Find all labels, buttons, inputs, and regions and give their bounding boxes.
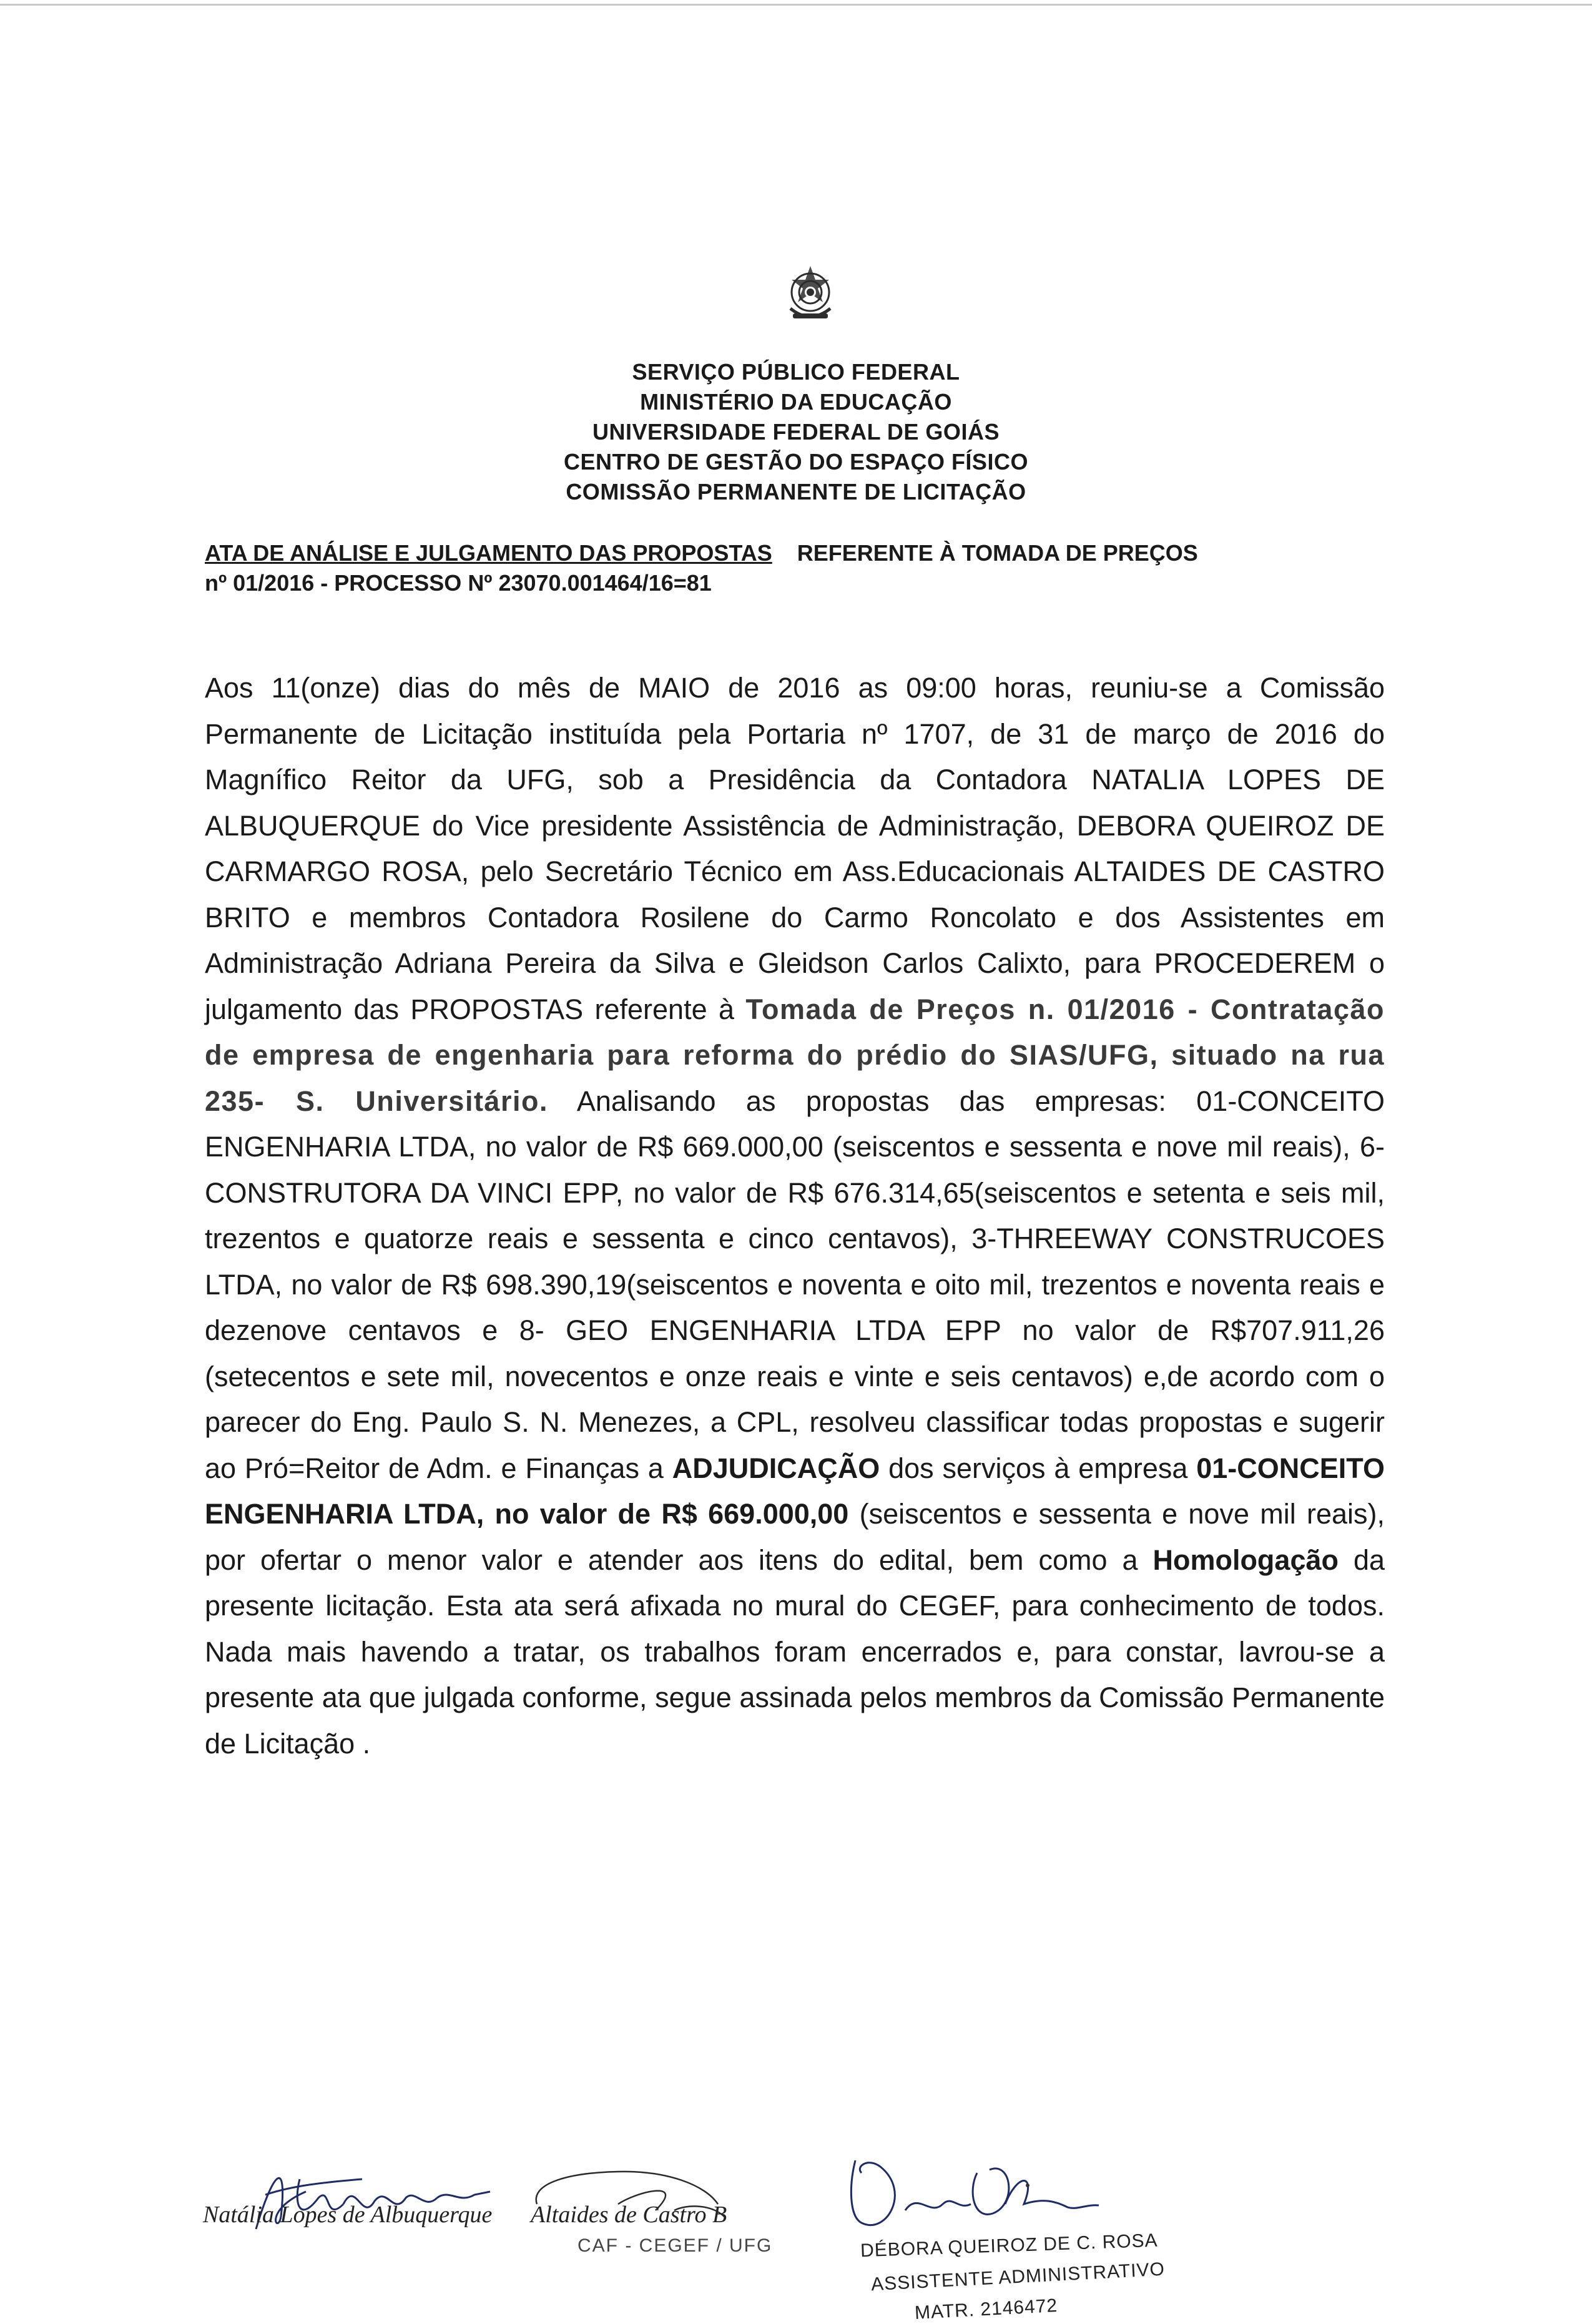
body-paragraph: da presente licitação. Esta ata será afixada no mural do CEGEF, para conhecimento de todos. Nada mais havendo a tratar, os trabalhos foram encerrados e, para constar, lavrou-se a presente ata que julgada conforme, segue assinada pelos membros da Comissão Permanente de Licitação . [205, 1544, 1385, 1760]
page-top-edge [0, 4, 1592, 6]
body-paragraph: dos serviços à empresa [880, 1452, 1197, 1484]
brasao-republica-icon [779, 262, 842, 331]
header-line: MINISTÉRIO DA EDUCAÇÃO [640, 389, 952, 415]
winning-bid: 01-CONCEITO ENGENHARIA LTDA, no valor de R$ 669.000,00 [205, 1452, 1385, 1530]
signature-subtitle: CAF - CEGEF / UFG [577, 2235, 773, 2256]
body-paragraph: Analisando as propostas das empresas: 01-CONCEITO ENGENHARIA LTDA, no valor de R$ 669.000,00 (seiscentos e sessenta e nove mil reais), 6- CONSTRUTORA DA VINCI EPP, no valor de R$ 676.314,65(seiscentos e setenta e seis mil, trezentos e quatorze reais e sessenta e cinco centavos), 3-THREEWAY CONSTRUCOES LTDA, no valor de R$ 698.390,19(seiscentos e noventa e oito mil, trezentos e noventa reais e dezenove centavos e 8- GEO ENGENHARIA LTDA EPP no valor de R$707.911,26 (setecentos e sete mil, novecentos e onze reais e vinte e seis centavos) e,de acordo com o parecer do Eng. Paulo S. N. Menezes, a CPL, resolveu classificar todas propostas e sugerir ao Pró=Reitor de Adm. e Finanças a [205, 1085, 1385, 1484]
title-rest: REFERENTE À TOMADA DE PREÇOS [797, 540, 1198, 566]
header-line: COMISSÃO PERMANENTE DE LICITAÇÃO [566, 479, 1026, 505]
body-paragraph: (seiscentos e sessenta e nove mil reais), por ofertar o menor valor e atender aos itens do edital, bem como a [205, 1498, 1385, 1576]
homologacao-term: Homologação [1152, 1544, 1339, 1576]
stamp-role: ASSISTENTE ADMINISTRATIVO [870, 2258, 1166, 2295]
stamp-name: DÉBORA QUEIROZ DE C. ROSA [860, 2230, 1159, 2262]
institution-header [0, 357, 1592, 507]
tender-object: Tomada de Preços n. 01/2016 - Contratação de empresa de engenharia para reforma do prédio do SIAS/UFG, situado na rua 235- S. Universitário. [205, 993, 1385, 1117]
document-title [205, 538, 1422, 598]
title-underlined: ATA DE ANÁLISE E JULGAMENTO DAS PROPOSTAS [205, 540, 772, 566]
signature-name: Altaides de Castro B [531, 2202, 727, 2228]
scan-speck [1026, 2184, 1029, 2187]
body-paragraph: Aos 11(onze) dias do mês de MAIO de 2016 as 09:00 horas, reuniu-se a Comissão Permanente de Licitação instituída pela Portaria nº 1707, de 31 de março de 2016 do Magnífico Reitor da UFG, sob a Presidência da Contadora NATALIA LOPES DE ALBUQUERQUE do Vice presidente Assistência de Administração, DEBORA QUEIROZ DE CARMARGO ROSA, pelo Secretário Técnico em Ass.Educacionais ALTAIDES DE CASTRO BRITO e membros Contadora Rosilene do Carmo Roncolato e dos Assistentes em Administração Adriana Pereira da Silva e Gleidson Carlos Calixto, para PROCEDEREM o julgamento das PROPOSTAS referente à [205, 672, 1385, 1025]
header-line: CENTRO DE GESTÃO DO ESPAÇO FÍSICO [564, 449, 1028, 475]
signature-name: Natália Lopes de Albuquerque [203, 2202, 493, 2228]
title-process-number: nº 01/2016 - PROCESSO Nº 23070.001464/16=81 [205, 570, 712, 596]
header-line: SERVIÇO PÚBLICO FEDERAL [632, 359, 960, 385]
minutes-body [205, 665, 1385, 1766]
adjudicacao-term: ADJUDICAÇÃO [672, 1452, 880, 1484]
stamp-registration: MATR. 2146472 [914, 2295, 1058, 2323]
signature-debora-icon [837, 2148, 1111, 2242]
header-line: UNIVERSIDADE FEDERAL DE GOIÁS [592, 419, 1000, 445]
